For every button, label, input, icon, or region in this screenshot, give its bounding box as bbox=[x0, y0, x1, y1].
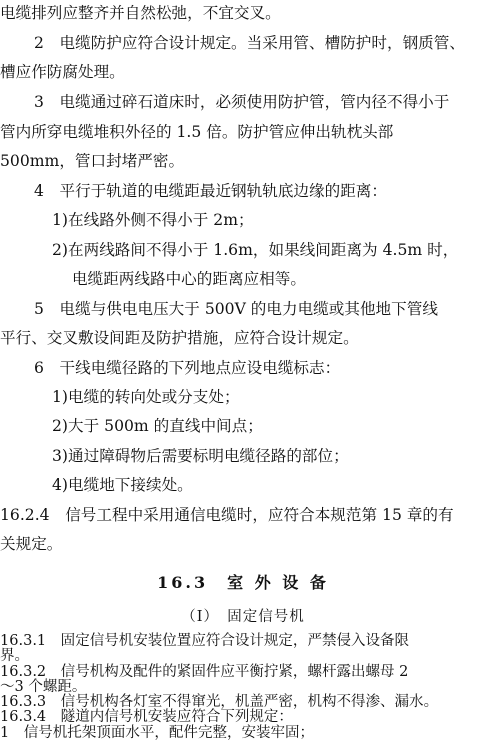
clause-line: 16.3.1 固定信号机安装位置应符合设计规定，严禁侵入设备限 bbox=[0, 633, 410, 649]
text-line: 4 平行于轨道的电缆距最近钢轨轨底边缘的距离： bbox=[34, 182, 387, 200]
text-line: 关规定。 bbox=[0, 535, 63, 553]
text-line: 2)在两线路间不得小于 1.6m，如果线间距离为 4.5m 时， bbox=[52, 241, 459, 259]
text-line: 2)大于 500m 的直线中间点； bbox=[52, 417, 263, 435]
text-line: 3 电缆通过碎石道床时，必须使用防护管，管内径不得小于 bbox=[34, 93, 450, 111]
clause-line: 16.3.4 隧道内信号机安装应符合下列规定： bbox=[0, 709, 293, 726]
section-title: 16.3 室 外 设 备 bbox=[157, 573, 329, 592]
text-line: 1)在线路外侧不得小于 2m； bbox=[52, 211, 254, 229]
text-line: 管内所穿电缆堆积外径的 1.5 倍。防护管应伸出轨枕头部 bbox=[0, 123, 394, 141]
text-line: ～3 个螺距。 bbox=[0, 678, 87, 695]
text-line: 界。 bbox=[0, 648, 30, 665]
text-line: 4)电缆地下接续处。 bbox=[52, 476, 193, 494]
text-line: 1)电缆的转向处或分支处； bbox=[52, 388, 240, 406]
text-line: 3)通过障碍物后需要标明电缆径路的部位； bbox=[52, 447, 349, 465]
clause-line: 16.3.2 信号机构及配件的紧固件应平衡拧紧，螺杆露出螺母 2 bbox=[0, 663, 409, 680]
text-line: 槽应作防腐处理。 bbox=[0, 63, 125, 81]
text-line: 6 干线电缆径路的下列地点应设电缆标志： bbox=[34, 359, 341, 377]
text-line: 5 电缆与供电电压大于 500V 的电力电缆或其他地下管线 bbox=[34, 300, 438, 318]
text-line: 平行、交叉敷设间距及防护措施，应符合设计规定。 bbox=[0, 329, 359, 347]
text-line: 1 信号机托架顶面水平，配件完整，安装牢固； bbox=[0, 724, 315, 741]
clause-line: 16.2.4 信号工程中采用通信电缆时，应符合本规范第 15 章的有 bbox=[0, 506, 454, 524]
clause-line: 16.3.3 信号机构各灯室不得窜光，机盖严密，机构不得渗、漏水。 bbox=[0, 694, 439, 711]
text-line: 2 电缆防护应符合设计规定。当采用管、槽防护时，钢质管、 bbox=[34, 34, 465, 52]
section-subtitle: （Ⅰ） 固定信号机 bbox=[181, 609, 305, 625]
text-line: 电缆距两线路中心的距离应相等。 bbox=[72, 270, 306, 288]
text-line: 500mm，管口封堵严密。 bbox=[0, 152, 185, 170]
text-line: 电缆排列应整齐并自然松弛，不宜交叉。 bbox=[0, 4, 281, 22]
